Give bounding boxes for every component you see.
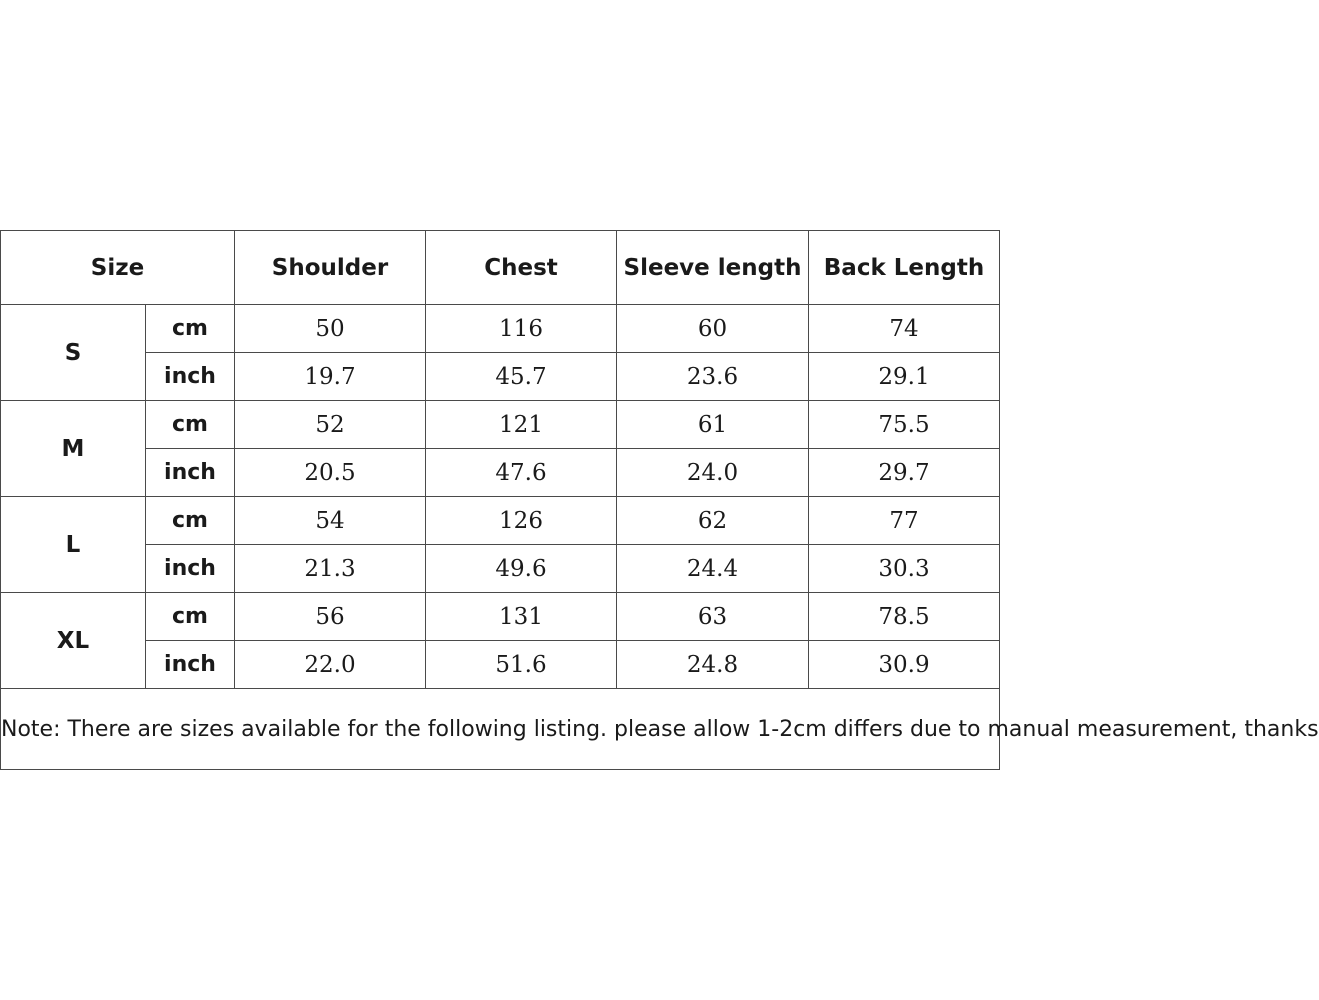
sleeve-length-value: 24.0 xyxy=(617,449,809,497)
chest-value: 49.6 xyxy=(426,545,617,593)
size-chart-table xyxy=(0,230,1319,770)
back-length-value: 29.1 xyxy=(809,353,1000,401)
note-row xyxy=(1,689,1000,770)
size-label-s: S xyxy=(1,305,146,401)
shoulder-value: 20.5 xyxy=(235,449,426,497)
chest-value: 121 xyxy=(426,401,617,449)
sleeve-length-value: 63 xyxy=(617,593,809,641)
back-length-value: 30.9 xyxy=(809,641,1000,689)
table-row xyxy=(1,449,1000,497)
chest-value: 51.6 xyxy=(426,641,617,689)
unit-label: inch xyxy=(146,449,235,497)
size-label-m: M xyxy=(1,401,146,497)
unit-label: inch xyxy=(146,353,235,401)
sleeve-length-value: 23.6 xyxy=(617,353,809,401)
shoulder-value: 52 xyxy=(235,401,426,449)
header-chest: Chest xyxy=(426,231,617,305)
unit-label: cm xyxy=(146,593,235,641)
shoulder-value: 56 xyxy=(235,593,426,641)
back-length-value: 75.5 xyxy=(809,401,1000,449)
chest-value: 45.7 xyxy=(426,353,617,401)
chest-value: 116 xyxy=(426,305,617,353)
table-row xyxy=(1,353,1000,401)
shoulder-value: 54 xyxy=(235,497,426,545)
back-length-value: 78.5 xyxy=(809,593,1000,641)
back-length-value: 29.7 xyxy=(809,449,1000,497)
back-length-value: 30.3 xyxy=(809,545,1000,593)
back-length-value: 77 xyxy=(809,497,1000,545)
sleeve-length-value: 24.8 xyxy=(617,641,809,689)
header-size: Size xyxy=(1,231,235,305)
header-row xyxy=(1,231,1000,305)
table-row xyxy=(1,593,1000,641)
sleeve-length-value: 62 xyxy=(617,497,809,545)
table-row xyxy=(1,401,1000,449)
sleeve-length-value: 24.4 xyxy=(617,545,809,593)
unit-label: inch xyxy=(146,641,235,689)
shoulder-value: 22.0 xyxy=(235,641,426,689)
chest-value: 131 xyxy=(426,593,617,641)
unit-label: inch xyxy=(146,545,235,593)
shoulder-value: 50 xyxy=(235,305,426,353)
unit-label: cm xyxy=(146,401,235,449)
shoulder-value: 21.3 xyxy=(235,545,426,593)
sleeve-length-value: 60 xyxy=(617,305,809,353)
chest-value: 126 xyxy=(426,497,617,545)
table-row xyxy=(1,497,1000,545)
sleeve-length-value: 61 xyxy=(617,401,809,449)
header-sleeve-length: Sleeve length xyxy=(617,231,809,305)
back-length-value: 74 xyxy=(809,305,1000,353)
shoulder-value: 19.7 xyxy=(235,353,426,401)
size-label-xl: XL xyxy=(1,593,146,689)
chest-value: 47.6 xyxy=(426,449,617,497)
unit-label: cm xyxy=(146,497,235,545)
header-back-length: Back Length xyxy=(809,231,1000,305)
table-row xyxy=(1,305,1000,353)
size-note: Note: There are sizes available for the following listing. please allow 1-2cm differs due to manual measurement, thanks xyxy=(1,689,1000,770)
unit-label: cm xyxy=(146,305,235,353)
size-label-l: L xyxy=(1,497,146,593)
table-row xyxy=(1,545,1000,593)
table-row xyxy=(1,641,1000,689)
header-shoulder: Shoulder xyxy=(235,231,426,305)
